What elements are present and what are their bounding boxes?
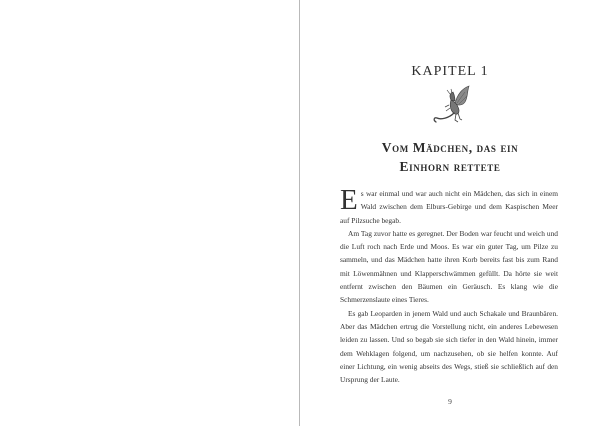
paragraph-1-text: s war einmal und war auch nicht ein Mädchen, das sich in einem Wald zwischen dem Elburs-Gebirge und dem Kaspischen Meer auf Pilzsuche begab. [340,189,558,225]
chapter-title-line-2: Einhorn rettete [399,159,501,174]
chapter-label: KAPITEL 1 [411,64,489,79]
paragraph-3: Es gab Leoparden in jenem Wald und auch Schakale und Braunbären. Aber das Mädchen ertrug die Vorstellung nicht, ein anderes Lebewesen leiden zu lassen. Und so begab sie sich tiefer in den Wald hinein, immer dem Wehklagen folgend, um nachzusehen, ob sie helfen konnte. Auf einer Lichtung, ein wenig abseits des Wegs, stieß sie schließlich auf den Ursprung der Laute. [340,308,558,385]
paragraph-1 [340,184,558,227]
page-number: 9 [448,397,452,406]
left-page-blank [0,0,299,426]
chapter-title-line-1: Vom Mädchen, das ein [381,140,519,155]
drop-cap: E [340,184,358,216]
right-page [300,0,600,426]
paragraph-2: Am Tag zuvor hatte es geregnet. Der Boden war feucht und weich und die Luft roch nach Erde und Moos. Es war ein guter Tag, um Pilze zu sammeln, und das Mädchen hatte ihren Korb bereits fast bis zum Rand mit Löwenmähnen und Klapperschwämmen gefüllt. Da hörte sie weit entfernt zwischen den Bäumen ein Geräusch. Es klang wie die Schmerzenslaute eines Tieres. [340,228,558,305]
dragon-illustration-icon [427,84,479,136]
body-text [340,184,558,386]
chapter-title [300,138,600,176]
